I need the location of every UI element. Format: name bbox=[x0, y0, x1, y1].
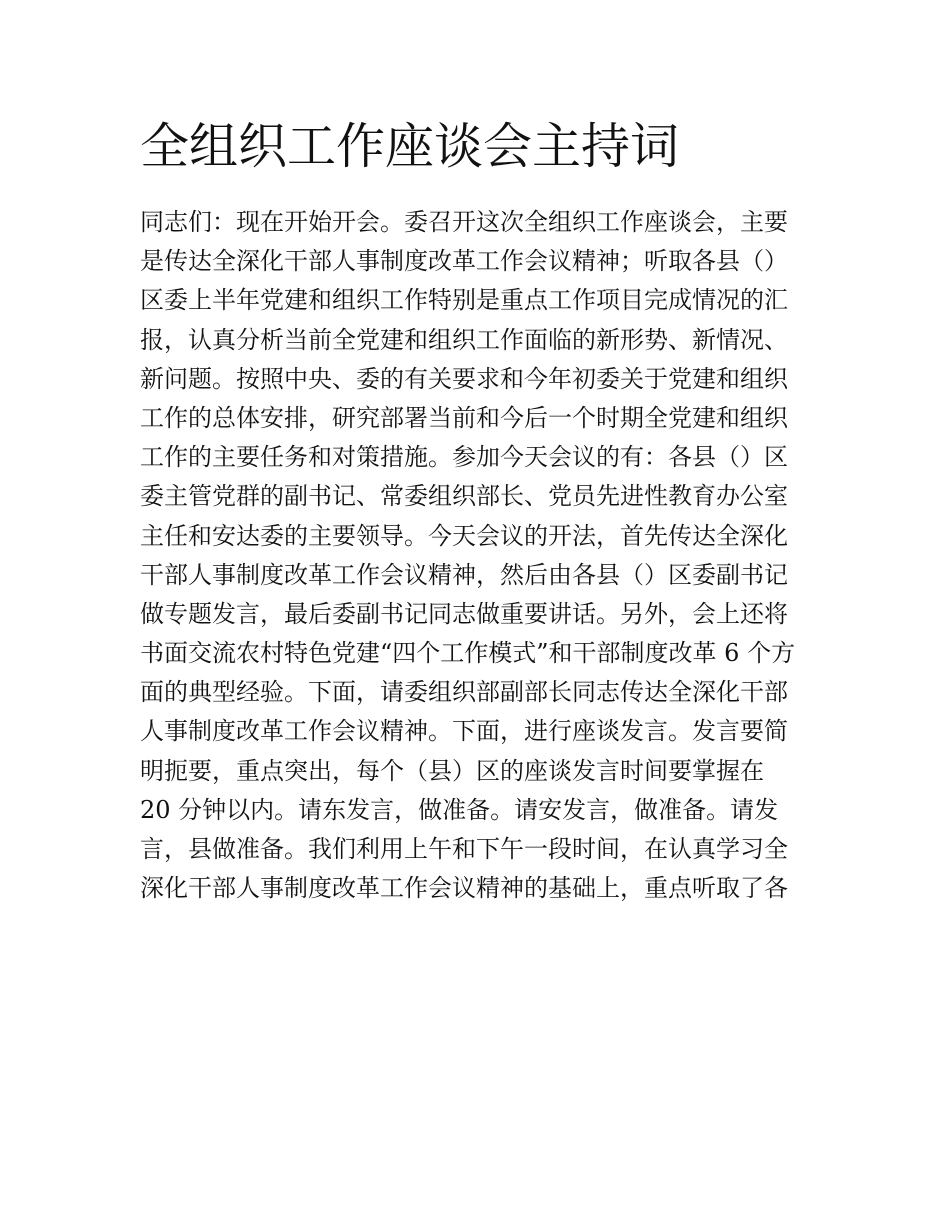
body-line: 面的典型经验。下面，请委组织部副部长同志传达全深化干部 bbox=[140, 678, 788, 707]
body-line: 主任和安达委的主要领导。今天会议的开法，首先传达全深化 bbox=[140, 521, 788, 550]
body-line: 做专题发言，最后委副书记同志做重要讲话。另外，会上还将 bbox=[140, 599, 788, 628]
body-line: 干部人事制度改革工作会议精神，然后由各县（）区委副书记 bbox=[140, 560, 788, 589]
body-line: 委主管党群的副书记、常委组织部长、党员先进性教育办公室 bbox=[140, 482, 788, 511]
body-line: 是传达全深化干部人事制度改革工作会议精神；听取各县（） bbox=[140, 247, 788, 276]
body-line: 深化干部人事制度改革工作会议精神的基础上，重点听取了各 bbox=[140, 874, 788, 903]
body-line: 新问题。按照中央、委的有关要求和今年初委关于党建和组织 bbox=[140, 364, 788, 393]
body-line: 人事制度改革工作会议精神。下面，进行座谈发言。发言要简 bbox=[140, 717, 788, 746]
body-line: 同志们：现在开始开会。委召开这次全组织工作座谈会，主要 bbox=[140, 208, 788, 236]
document-title: 全组织工作座谈会主持词 bbox=[140, 118, 680, 175]
body-line: 明扼要，重点突出，每个（县）区的座谈发言时间要掌握在 bbox=[140, 756, 764, 785]
body-line: 报，认真分析当前全党建和组织工作面临的新形势、新情况、 bbox=[140, 325, 788, 354]
body-line: 区委上半年党建和组织工作特别是重点工作项目完成情况的汇 bbox=[140, 286, 788, 315]
body-line: 书面交流农村特色党建“四个工作模式”和干部制度改革 6 个方 bbox=[140, 639, 796, 668]
body-line: 言，县做准备。我们利用上午和下午一段时间，在认真学习全 bbox=[140, 835, 788, 863]
body-line: 工作的主要任务和对策措施。参加今天会议的有：各县（）区 bbox=[140, 443, 788, 472]
body-line: 工作的总体安排，研究部署当前和今后一个时期全党建和组织 bbox=[140, 403, 788, 432]
body-line: 20 分钟以内。请东发言，做准备。请安发言，做准备。请发 bbox=[140, 795, 779, 824]
document-body bbox=[140, 203, 795, 908]
